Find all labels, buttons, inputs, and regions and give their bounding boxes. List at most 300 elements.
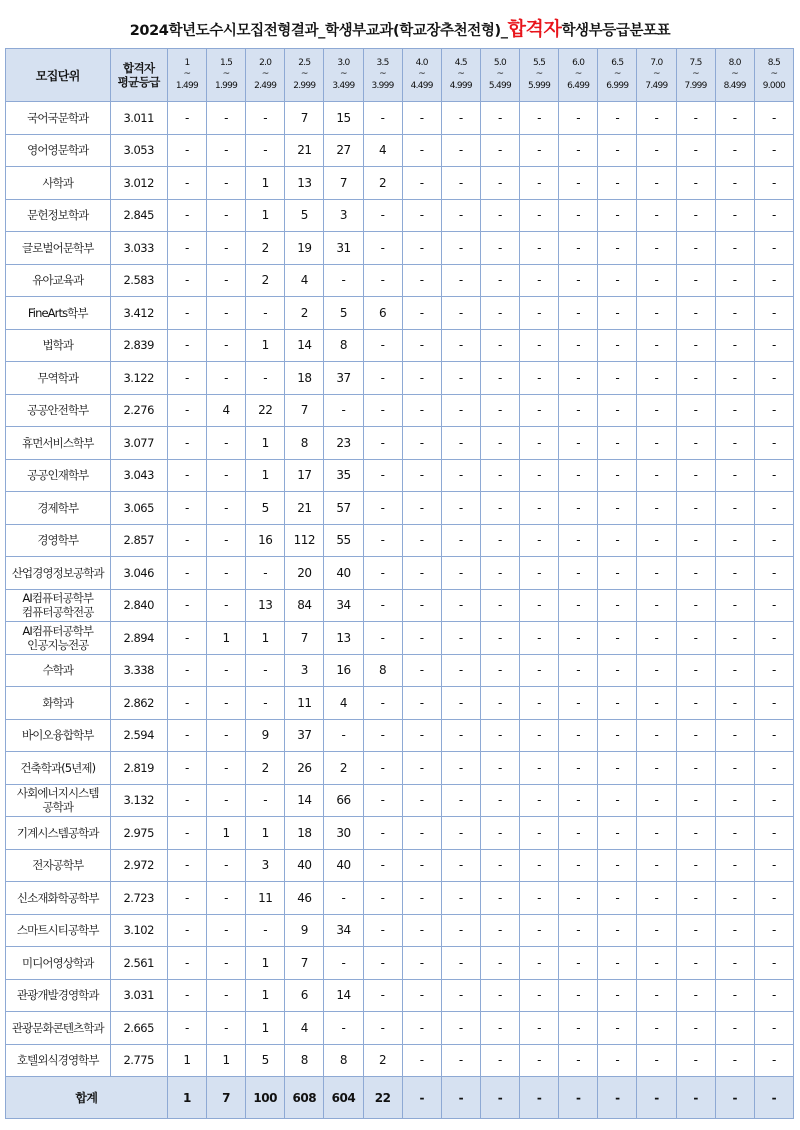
grade-count: - [167,719,206,752]
grade-count: - [715,134,754,167]
grade-count: - [363,557,402,590]
grade-count: - [754,232,793,265]
grade-count: - [520,329,559,362]
grade-count: - [754,849,793,882]
unit-name [6,817,111,850]
grade-count: - [363,719,402,752]
grade-count: - [715,167,754,200]
grade-count: 66 [324,784,363,817]
grade-sep: ~ [457,69,465,80]
grade-count: 1 [246,817,285,850]
grade-to: 2.499 [254,80,277,91]
grade-count: - [363,914,402,947]
grade-count: - [167,947,206,980]
total-count: 100 [246,1077,285,1119]
grade-count: - [676,427,715,460]
grade-count: - [167,914,206,947]
grade-count: 40 [324,557,363,590]
avg-grade: 2.862 [110,687,167,720]
grade-count: - [520,622,559,655]
grade-count: - [520,979,559,1012]
grade-count: - [520,914,559,947]
grade-to: 7.499 [645,80,668,91]
header-grade-range [285,49,324,102]
avg-grade: 2.839 [110,329,167,362]
table-body [6,102,794,1077]
unit-name [6,264,111,297]
grade-count: - [441,947,480,980]
header-grade-range [559,49,598,102]
grade-count: - [637,784,676,817]
grade-count: - [441,1012,480,1045]
grade-count: - [363,817,402,850]
grade-count: - [480,362,519,395]
grade-count: - [363,427,402,460]
unit-name [6,849,111,882]
grade-count: - [598,817,637,850]
grade-count: - [402,427,441,460]
grade-count: - [480,264,519,297]
grade-count: - [715,264,754,297]
grade-from: 2.5 [298,57,311,68]
grade-count: - [402,297,441,330]
grade-count: 4 [285,264,324,297]
grade-count: - [559,134,598,167]
grade-count: - [754,914,793,947]
unit-name [6,947,111,980]
header-grade-range [441,49,480,102]
grade-sep: ~ [770,69,778,80]
header-grade-range [598,49,637,102]
grade-count: 19 [285,232,324,265]
grade-count: 31 [324,232,363,265]
grade-count: - [167,329,206,362]
grade-sep: ~ [222,69,230,80]
grade-count: - [363,362,402,395]
grade-count: - [637,687,676,720]
grade-count: - [402,849,441,882]
grade-count: - [167,134,206,167]
grade-count: - [246,134,285,167]
grade-count: - [676,459,715,492]
grade-to: 4.999 [449,80,472,91]
total-count: - [559,1077,598,1119]
unit-name [6,719,111,752]
grade-count: 1 [246,1012,285,1045]
grade-count: - [324,719,363,752]
table-row [6,687,794,720]
table-row [6,492,794,525]
grade-count: - [402,784,441,817]
grade-from: 3.5 [376,57,389,68]
grade-count: - [167,654,206,687]
table-row [6,914,794,947]
grade-count: - [402,752,441,785]
table-row [6,752,794,785]
grade-count: - [715,947,754,980]
grade-count: - [441,459,480,492]
grade-count: - [754,427,793,460]
grade-count: - [637,752,676,785]
grade-count: - [715,1044,754,1077]
unit-name-line: 건축학과(5년제) [20,760,96,775]
grade-count: - [441,264,480,297]
grade-count: - [637,264,676,297]
unit-name [6,329,111,362]
grade-count: - [637,979,676,1012]
table-row [6,654,794,687]
grade-count: - [363,459,402,492]
grade-count: - [520,524,559,557]
grade-count: - [754,719,793,752]
grade-count: - [520,492,559,525]
grade-count: - [715,557,754,590]
grade-count: - [520,264,559,297]
grade-count: 34 [324,914,363,947]
grade-count: - [402,1012,441,1045]
table-row [6,882,794,915]
grade-count: 18 [285,817,324,850]
unit-name-line: 신소재화학공학부 [16,890,99,905]
header-grade-range [207,49,246,102]
grade-count: 37 [285,719,324,752]
grade-count: - [598,362,637,395]
grade-count: - [402,589,441,622]
grade-count: 112 [285,524,324,557]
grade-count: - [676,654,715,687]
grade-count: - [441,914,480,947]
grade-count: - [754,264,793,297]
header-unit: 모집단위 [6,49,111,102]
grade-count: - [480,1044,519,1077]
table-row [6,589,794,622]
grade-count: - [480,914,519,947]
grade-count: 1 [207,1044,246,1077]
unit-name-line: 호텔외식경영학부 [16,1053,99,1068]
total-count: - [480,1077,519,1119]
grade-count: - [598,914,637,947]
grade-count: - [246,914,285,947]
grade-count: - [754,979,793,1012]
grade-count: - [559,297,598,330]
grade-count: - [480,232,519,265]
grade-count: - [598,654,637,687]
grade-count: - [559,264,598,297]
grade-to: 5.499 [488,80,512,91]
grade-count: - [676,199,715,232]
grade-count: - [480,134,519,167]
unit-name [6,427,111,460]
grade-count: - [207,687,246,720]
grade-count: - [402,817,441,850]
grade-count: - [559,849,598,882]
unit-name [6,557,111,590]
grade-to: 4.499 [410,80,433,91]
table-row [6,979,794,1012]
page-title [0,14,800,41]
grade-count: - [167,752,206,785]
unit-name [6,102,111,135]
grade-to: 3.499 [332,80,355,91]
grade-count: 2 [246,232,285,265]
grade-count: 20 [285,557,324,590]
grade-count: - [441,199,480,232]
grade-count: - [520,167,559,200]
grade-sep: ~ [418,69,426,80]
unit-name-line: 글로벌어문학부 [22,240,94,255]
grade-count: - [441,297,480,330]
avg-grade: 2.975 [110,817,167,850]
table-row [6,817,794,850]
grade-count: - [754,557,793,590]
grade-count: - [520,297,559,330]
grade-count: - [715,297,754,330]
grade-count: - [598,232,637,265]
grade-count: - [559,719,598,752]
grade-to: 7.999 [684,80,707,91]
table-row [6,264,794,297]
unit-name [6,459,111,492]
unit-name [6,524,111,557]
grade-from: 6.5 [611,57,624,68]
grade-count: - [715,524,754,557]
grade-count: - [167,264,206,297]
unit-name-line: 산업경영정보공학과 [11,565,104,580]
grade-count: - [637,362,676,395]
grade-count: - [676,102,715,135]
avg-grade: 2.775 [110,1044,167,1077]
grade-count: - [637,167,676,200]
grade-count: - [715,394,754,427]
grade-sep: ~ [183,69,191,80]
grade-count: - [480,849,519,882]
unit-name [6,622,111,655]
unit-name-line: 전자공학부 [32,858,84,873]
grade-count: 4 [324,687,363,720]
grade-count: 9 [285,914,324,947]
unit-name [6,134,111,167]
grade-count: - [363,947,402,980]
avg-grade: 3.412 [110,297,167,330]
grade-count: - [754,297,793,330]
grade-count: - [754,589,793,622]
unit-name-line: 사회에너지시스템 [16,786,99,801]
grade-count: - [715,752,754,785]
grade-count: - [441,427,480,460]
grade-count: - [520,947,559,980]
grade-count: 2 [363,1044,402,1077]
grade-count: - [520,654,559,687]
grade-count: - [715,914,754,947]
grade-count: 2 [285,297,324,330]
avg-grade: 2.894 [110,622,167,655]
grade-count: - [676,297,715,330]
grade-from: 4.5 [454,57,467,68]
grade-count: - [676,589,715,622]
grade-count: - [559,362,598,395]
grade-count: - [324,1012,363,1045]
grade-count: - [480,979,519,1012]
grade-from: 8.0 [728,57,741,68]
avg-grade: 2.857 [110,524,167,557]
grade-count: - [207,264,246,297]
grade-count: - [676,947,715,980]
unit-name-line: FineArts학부 [27,305,88,320]
grade-count: - [676,784,715,817]
grade-count: - [754,329,793,362]
grade-sep: ~ [379,69,386,80]
grade-count: - [637,557,676,590]
grade-count: - [715,492,754,525]
grade-count: - [441,654,480,687]
grade-count: - [363,589,402,622]
grade-count: - [598,784,637,817]
grade-count: 1 [246,459,285,492]
grade-count: - [441,752,480,785]
grade-count: - [402,947,441,980]
grade-count: - [598,947,637,980]
grade-count: - [598,589,637,622]
grade-count: - [637,622,676,655]
grade-count: - [637,232,676,265]
grade-count: - [637,947,676,980]
grade-count: - [441,979,480,1012]
grade-count: - [207,134,246,167]
grade-count: - [676,719,715,752]
grade-count: - [676,752,715,785]
grade-sep: ~ [340,69,347,80]
grade-count: - [363,687,402,720]
grade-count: - [598,394,637,427]
grade-count: 1 [246,199,285,232]
grade-count: 2 [246,752,285,785]
grade-count: 1 [246,979,285,1012]
header-grade-range [715,49,754,102]
grade-to: 1.499 [175,80,199,91]
grade-count: - [402,459,441,492]
grade-count: - [559,784,598,817]
grade-from: 5.0 [493,57,507,68]
grade-count: 37 [324,362,363,395]
avg-grade: 2.561 [110,947,167,980]
grade-count: - [754,134,793,167]
grade-count: - [559,622,598,655]
grade-count: - [480,589,519,622]
grade-count: - [480,167,519,200]
total-count: 604 [324,1077,363,1119]
grade-count: - [480,557,519,590]
table-row [6,1044,794,1077]
avg-grade: 2.723 [110,882,167,915]
grade-count: - [715,882,754,915]
grade-count: - [441,557,480,590]
grade-count: 2 [246,264,285,297]
grade-count: - [754,459,793,492]
total-count: - [715,1077,754,1119]
grade-count: - [637,524,676,557]
grade-count: - [480,1012,519,1045]
total-count: - [754,1077,793,1119]
grade-count: - [402,102,441,135]
header-grade-range [363,49,402,102]
grade-from: 7.5 [689,57,702,68]
grade-count: - [754,622,793,655]
grade-count: - [676,979,715,1012]
grade-count: - [363,394,402,427]
grade-to: 9.000 [762,80,786,91]
table-row [6,427,794,460]
grade-count: - [598,882,637,915]
grade-count: - [480,524,519,557]
unit-name [6,394,111,427]
grade-count: - [676,394,715,427]
grade-count: - [598,264,637,297]
grade-count: - [207,232,246,265]
grade-from: 6.0 [572,57,585,68]
grade-count: - [637,199,676,232]
grade-count: - [441,1044,480,1077]
grade-count: - [246,687,285,720]
unit-name [6,362,111,395]
grade-count: - [324,264,363,297]
unit-name-line: 화학과 [42,695,74,710]
grade-from: 1.5 [219,57,233,68]
grade-count: - [598,687,637,720]
grade-count: - [520,102,559,135]
unit-name-line: 컴퓨터공학전공 [22,605,94,620]
avg-grade: 3.053 [110,134,167,167]
grade-count: - [402,719,441,752]
unit-name-line: 경제학부 [37,500,79,515]
grade-count: 5 [246,492,285,525]
grade-count: - [441,687,480,720]
grade-count: - [559,654,598,687]
grade-count: - [715,719,754,752]
grade-count: - [167,817,206,850]
unit-name [6,589,111,622]
grade-count: 16 [324,654,363,687]
table-row [6,167,794,200]
avg-grade: 3.077 [110,427,167,460]
grade-count: 4 [207,394,246,427]
grade-count: - [441,524,480,557]
grade-count: - [676,134,715,167]
grade-count: - [598,329,637,362]
grade-count: - [363,492,402,525]
grade-count: - [637,589,676,622]
grade-count: 4 [285,1012,324,1045]
total-count: - [441,1077,480,1119]
grade-count: - [167,849,206,882]
grade-count: - [754,882,793,915]
table-row [6,947,794,980]
grade-count: - [480,102,519,135]
table-row [6,134,794,167]
grade-count: - [715,817,754,850]
table-row [6,622,794,655]
grade-count: - [246,784,285,817]
grade-count: - [676,492,715,525]
grade-count: 6 [285,979,324,1012]
grade-count: - [676,882,715,915]
grade-count: - [441,589,480,622]
grade-count: 11 [285,687,324,720]
header-grade-range [246,49,285,102]
grade-count: - [167,492,206,525]
grade-count: 7 [285,622,324,655]
grade-count: 5 [324,297,363,330]
avg-grade: 2.972 [110,849,167,882]
